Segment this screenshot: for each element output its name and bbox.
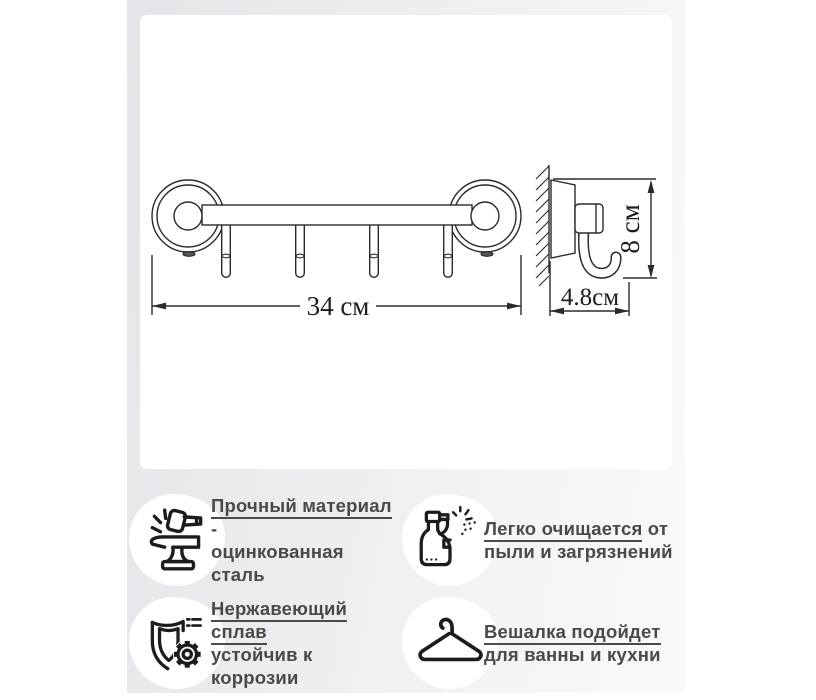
feature-corrosion-resistant [127,591,400,694]
feature-line1 [211,597,400,643]
dimension-width [152,255,521,321]
feature-bath-kitchen [400,591,685,694]
screw-slot [481,252,493,257]
drawing-card [140,15,672,469]
hook-pins [226,219,448,273]
feature-line2: для ванны и кухни [484,643,661,665]
width-dimension-label: 34 см [306,291,370,321]
side-view [551,180,616,273]
feature-line2: пыли и загрязнений [484,540,673,562]
feature-highlight: Вешалка подойдет [484,621,661,645]
screw-slot [183,252,195,257]
feature-text [484,620,661,666]
feature-line1: Легко очищается от [484,517,673,540]
feature-text [211,597,400,689]
feature-highlight: Легко очищается [484,518,642,542]
spray-bottle-icon [413,503,487,577]
wall-hatching [536,165,549,286]
feature-line1: Прочный материал - [211,494,392,539]
feature-line2: оцинкованная сталь [211,540,344,585]
depth-dimension-label: 4.8см [560,284,620,311]
feature-text [211,494,400,586]
features-grid [127,488,685,694]
feature-highlight: Прочный материал [211,495,392,519]
feature-easy-cleaning [400,488,685,591]
height-dimension-label: 8 см [615,204,645,254]
shield-gear-icon [140,606,214,680]
feature-text [484,517,673,563]
feature-highlight: Нержавеющий сплав [211,598,347,645]
feature-durable-material [127,488,400,591]
front-view [152,180,521,273]
hanger-icon [413,606,487,680]
feature-line2: устойчив к коррозии [211,643,313,688]
product-technical-drawing [140,15,672,469]
anvil-hammer-icon [140,503,214,577]
feature-line1 [484,620,661,643]
